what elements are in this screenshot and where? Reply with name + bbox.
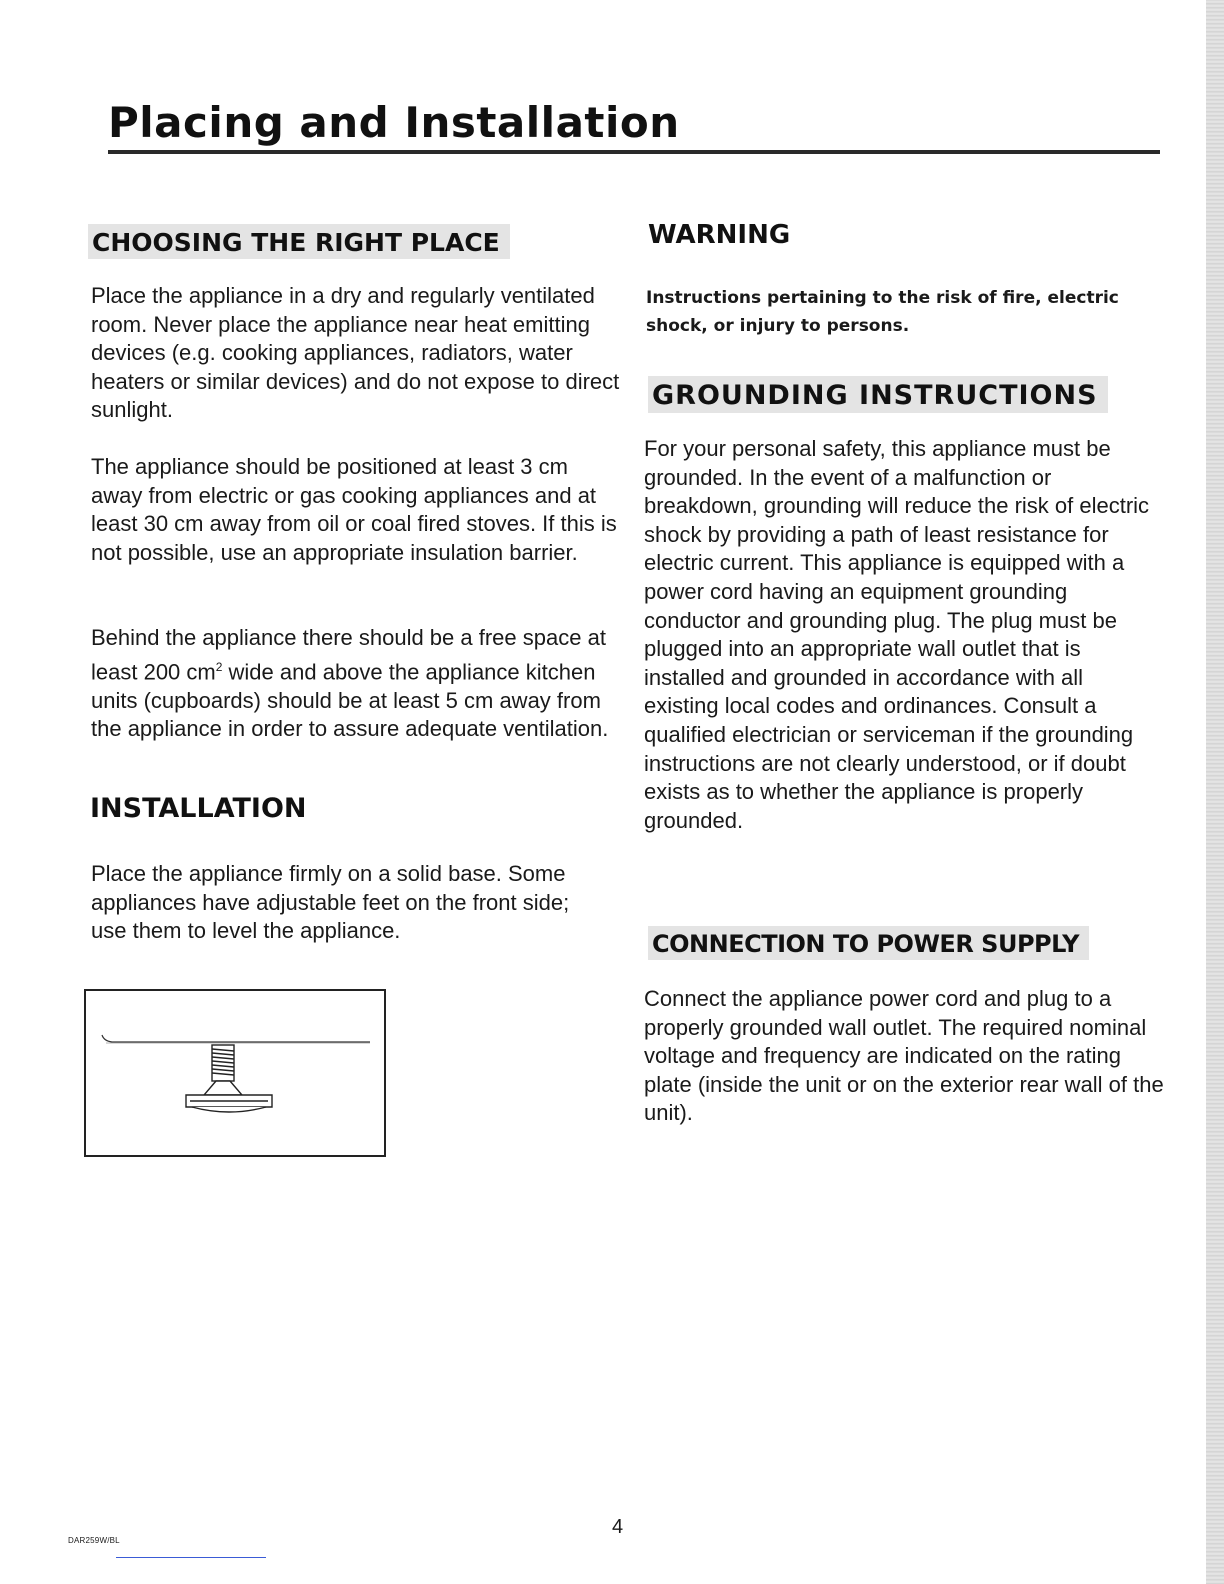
page-title: Placing and Installation xyxy=(108,98,680,147)
heading-connection-to-power-supply: CONNECTION TO POWER SUPPLY xyxy=(648,926,1089,960)
choosing-paragraph-3 xyxy=(91,624,623,744)
connection-paragraph: Connect the appliance power cord and plug to a properly grounded wall outlet. The required nominal voltage and frequency are indicated on the rating plate (inside the unit or on the exterior rear wall of the unit). xyxy=(644,986,1164,1126)
heading-warning: WARNING xyxy=(648,220,791,250)
installation-paragraph: Place the appliance firmly on a solid base. Some appliances have adjustable feet on the front side; use them to level the appliance. xyxy=(91,861,570,944)
grounding-paragraph: For your personal safety, this appliance must be grounded. In the event of a malfunction or breakdown, grounding will reduce the risk of electric shock by providing a path of least resistance for electric current. This appliance is equipped with a power cord having an equipment grounding conductor and grounding plug. The plug must be plugged into an appropriate wall outlet that is installed and grounded in accordance with all existing local codes and ordinances. Consult a qualified electrician or serviceman if the grounding instructions are not clearly understood, or if doubt exists as to whether the appliance is properly grounded. xyxy=(644,436,1150,833)
adjustable-foot-figure xyxy=(84,989,386,1157)
title-underline xyxy=(108,150,1160,154)
heading-installation: INSTALLATION xyxy=(90,793,307,824)
footer-line xyxy=(116,1557,266,1558)
superscript-2: 2 xyxy=(215,659,223,674)
page-number: 4 xyxy=(612,1516,624,1538)
model-code: DAR259W/BL xyxy=(68,1536,120,1545)
adjustable-foot-icon xyxy=(86,991,384,1155)
heading-choosing-the-right-place: CHOOSING THE RIGHT PLACE xyxy=(88,224,510,259)
heading-grounding-instructions: GROUNDING INSTRUCTIONS xyxy=(648,376,1108,413)
choosing-paragraph-2: The appliance should be positioned at least 3 cm away from electric or gas cooking appliances and at least 30 cm away from oil or coal fired stoves. If this is not possible, use an appropriate insulation barrier. xyxy=(91,454,617,565)
warning-text: Instructions pertaining to the risk of fire, electric shock, or injury to persons. xyxy=(646,288,1119,336)
scan-edge-strip xyxy=(1206,0,1224,1584)
choosing-paragraph-3-text-b: wide and above the appliance kitchen units (cupboards) should be at least 5 cm away from the appliance in order to assure adequate ventilation. xyxy=(91,658,609,742)
choosing-paragraph-1: Place the appliance in a dry and regularly ventilated room. Never place the appliance near heat emitting devices (e.g. cooking appliances, radiators, water heaters or similar devices) and do not expose to direct sunlight. xyxy=(91,283,620,423)
choosing-paragraph-3-text-a: Behind the appliance there should be a free space at least 200 cm xyxy=(91,625,606,684)
